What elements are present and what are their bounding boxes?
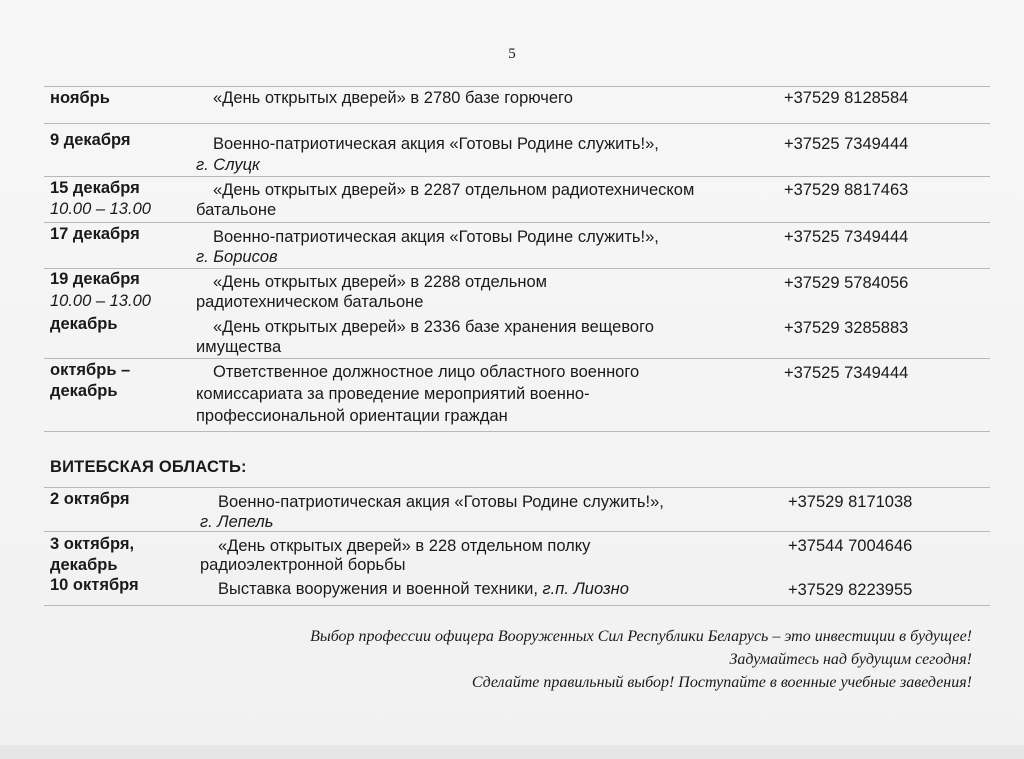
event-time: 10.00 – 13.00 xyxy=(50,200,151,218)
table-rule xyxy=(44,605,990,606)
event-date: 10 октября xyxy=(50,576,139,594)
event-time: 10.00 – 13.00 xyxy=(50,292,151,310)
event-date: 2 октября xyxy=(50,490,130,508)
footer-slogan-2: Задумайтесь над будущим сегодня! xyxy=(729,651,972,668)
table-rule xyxy=(44,531,990,532)
table-rule xyxy=(44,268,990,269)
table-rule xyxy=(44,358,990,359)
section-title: ВИТЕБСКАЯ ОБЛАСТЬ: xyxy=(50,458,247,476)
event-description-cont: имущества xyxy=(196,338,282,356)
event-date-cont: декабрь xyxy=(50,556,118,574)
event-description: «День открытых дверей» в 228 отдельном полку xyxy=(218,537,591,555)
contact-phone: +37544 7004646 xyxy=(788,537,913,555)
event-place: г. Слуцк xyxy=(196,156,260,174)
event-description: Военно-патриотическая акция «Готовы Родине служить!», xyxy=(213,135,659,153)
event-description: «День открытых дверей» в 2288 отдельном xyxy=(213,273,547,291)
event-description: «День открытых дверей» в 2336 базе хранения вещевого xyxy=(213,318,654,336)
event-description-cont: радиоэлектронной борьбы xyxy=(200,556,406,574)
event-place: г.п. Лиозно xyxy=(542,580,629,598)
event-description-text: Выставка вооружения и военной техники, xyxy=(218,580,538,598)
contact-phone: +37529 8128584 xyxy=(784,89,909,107)
contact-phone: +37529 8817463 xyxy=(784,181,909,199)
contact-phone: +37529 3285883 xyxy=(784,319,909,337)
scan-edge xyxy=(0,745,1024,759)
contact-phone: +37525 7349444 xyxy=(784,364,909,382)
table-rule xyxy=(44,222,990,223)
event-date: 19 декабря xyxy=(50,270,140,288)
event-date: октябрь – xyxy=(50,361,131,379)
event-date: 15 декабря xyxy=(50,179,140,197)
event-description-cont: профессиональной ориентации граждан xyxy=(196,407,508,425)
contact-phone: +37529 8171038 xyxy=(788,493,913,511)
event-date-cont: декабрь xyxy=(50,382,118,400)
event-description: «День открытых дверей» в 2780 базе горючего xyxy=(213,89,573,107)
event-description: Военно-патриотическая акция «Готовы Родине служить!», xyxy=(218,493,664,511)
table-rule xyxy=(44,487,990,488)
event-description-cont: комиссариата за проведение мероприятий военно- xyxy=(196,385,590,403)
event-description: «День открытых дверей» в 2287 отдельном радиотехническом xyxy=(213,181,695,199)
event-date: ноябрь xyxy=(50,89,110,107)
event-date: 9 декабря xyxy=(50,131,131,149)
event-place: г. Борисов xyxy=(196,248,278,266)
table-rule xyxy=(44,86,990,87)
event-place: г. Лепель xyxy=(200,513,274,531)
footer-slogan-1: Выбор профессии офицера Вооруженных Сил Республики Беларусь – это инвестиции в будущее! xyxy=(310,628,972,645)
contact-phone: +37525 7349444 xyxy=(784,135,909,153)
footer-slogan-3: Сделайте правильный выбор! Поступайте в военные учебные заведения! xyxy=(471,674,972,691)
event-description-cont: радиотехническом батальоне xyxy=(196,293,424,311)
table-rule xyxy=(44,431,990,432)
page-number: 5 xyxy=(508,46,516,62)
table-rule xyxy=(44,123,990,124)
event-description-cont: батальоне xyxy=(196,201,277,219)
event-date: декабрь xyxy=(50,315,118,333)
table-rule xyxy=(44,176,990,177)
event-description: Военно-патриотическая акция «Готовы Родине служить!», xyxy=(213,228,659,246)
event-date: 17 декабря xyxy=(50,225,140,243)
event-description xyxy=(218,580,629,599)
contact-phone: +37525 7349444 xyxy=(784,228,909,246)
contact-phone: +37529 8223955 xyxy=(788,581,913,599)
event-description: Ответственное должностное лицо областного военного xyxy=(213,363,640,381)
event-date: 3 октября, xyxy=(50,535,135,553)
contact-phone: +37529 5784056 xyxy=(784,274,909,292)
